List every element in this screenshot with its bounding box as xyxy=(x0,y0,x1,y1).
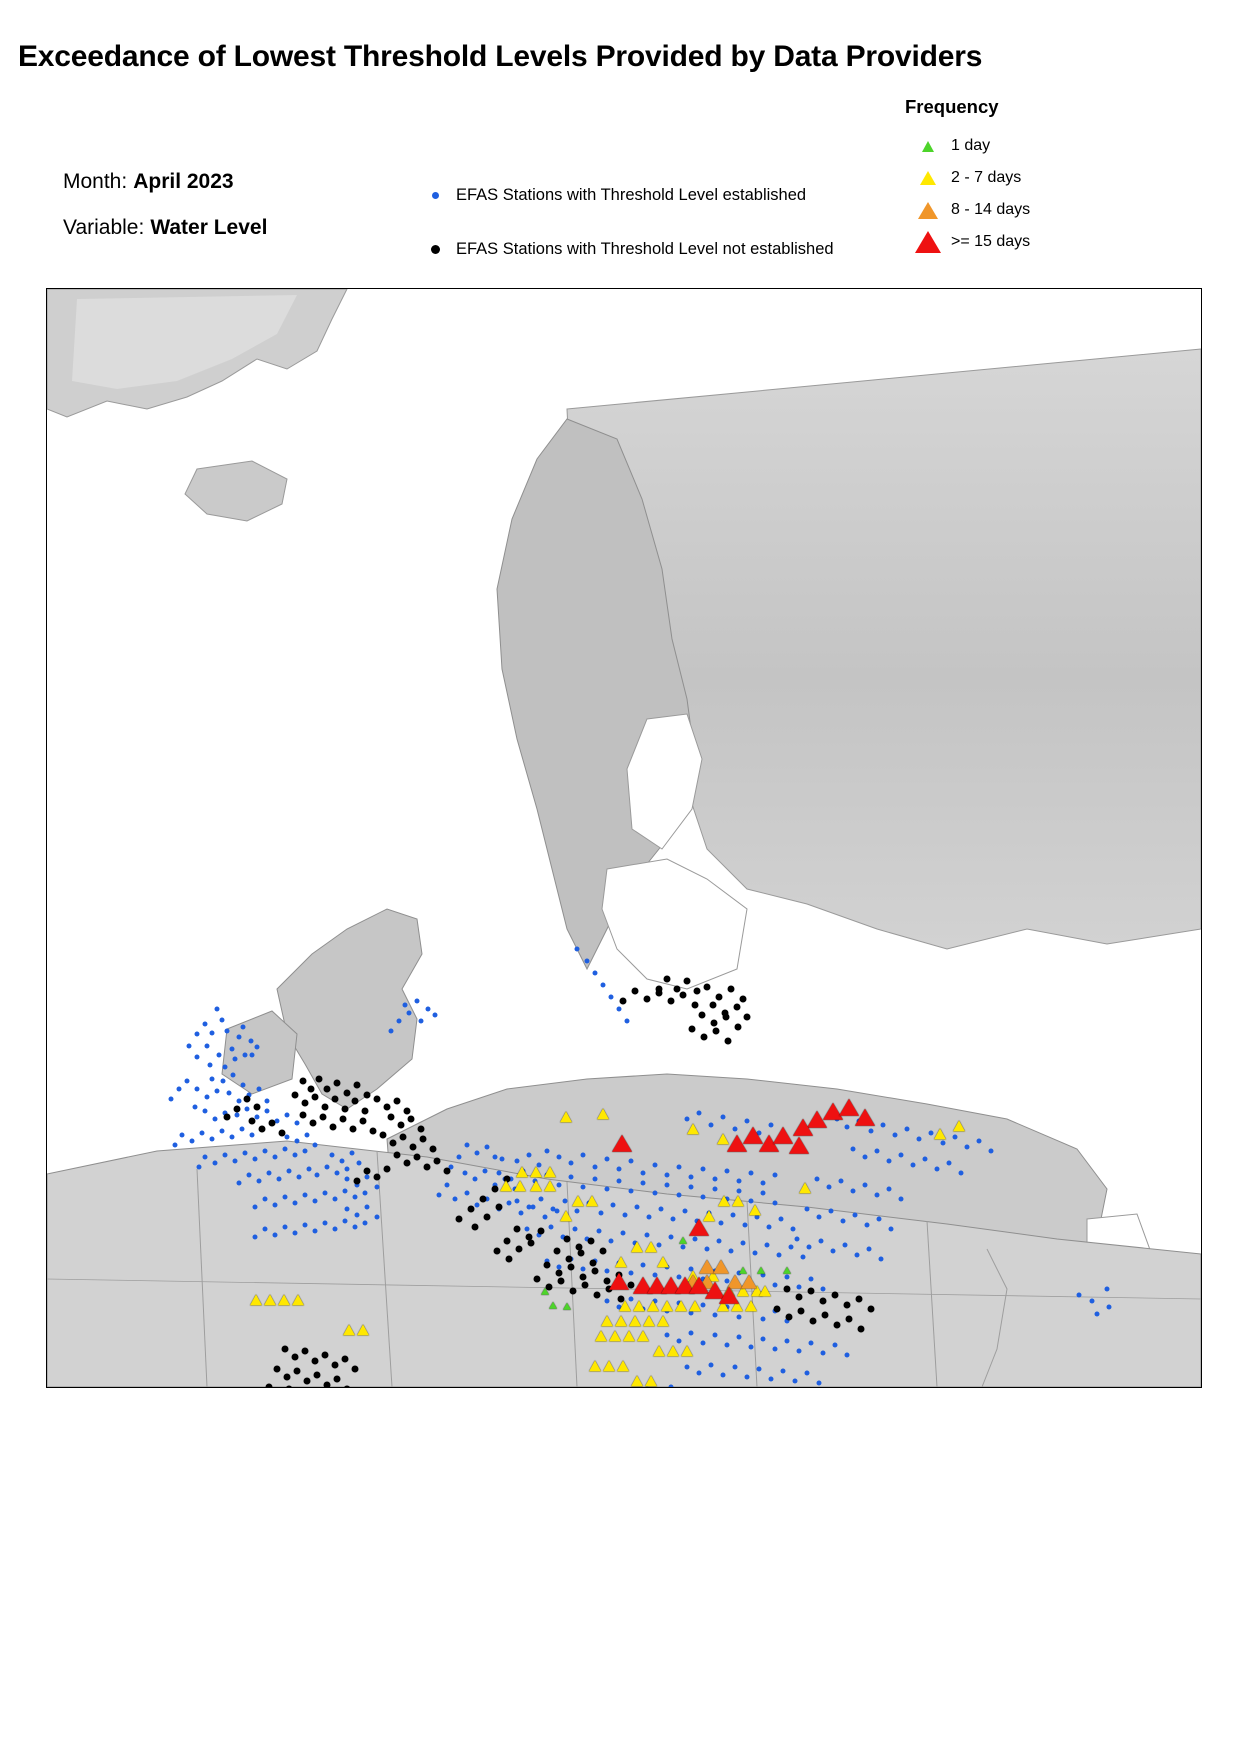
month-value: April 2023 xyxy=(133,170,234,193)
frequency-label: 1 day xyxy=(951,137,991,154)
legend-label: EFAS Stations with Threshold Level established xyxy=(456,185,807,204)
triangle-yellow-icon xyxy=(905,171,951,185)
variable-label: Variable: xyxy=(63,216,145,239)
frequency-legend xyxy=(905,96,1030,258)
map-canvas[interactable] xyxy=(46,288,1202,1388)
frequency-item-1day xyxy=(905,130,1030,162)
triangle-orange-icon xyxy=(905,202,951,219)
variable-row xyxy=(63,216,267,240)
black-dot-icon xyxy=(418,245,452,254)
frequency-item-8-14days xyxy=(905,194,1030,226)
month-label: Month: xyxy=(63,170,128,193)
triangle-red-icon xyxy=(905,231,951,253)
small-blue-dot-icon xyxy=(418,192,452,199)
triangle-green-icon xyxy=(905,141,951,152)
map-metadata xyxy=(63,170,267,262)
variable-value: Water Level xyxy=(150,216,268,239)
station-legend xyxy=(418,182,834,290)
legend-label: EFAS Stations with Threshold Level not established xyxy=(456,239,834,258)
legend-item-established xyxy=(418,182,834,208)
frequency-item-15plus-days xyxy=(905,226,1030,258)
month-row xyxy=(63,170,267,194)
europe-basemap xyxy=(47,289,1201,1387)
legend-item-not-established xyxy=(418,236,834,262)
frequency-label: >= 15 days xyxy=(951,233,1031,250)
page-title: Exceedance of Lowest Threshold Levels Provided by Data Providers xyxy=(18,40,983,73)
frequency-legend-title: Frequency xyxy=(905,96,999,117)
frequency-label: 8 - 14 days xyxy=(951,201,1031,218)
frequency-label: 2 - 7 days xyxy=(951,169,1022,186)
frequency-item-2-7days xyxy=(905,162,1030,194)
